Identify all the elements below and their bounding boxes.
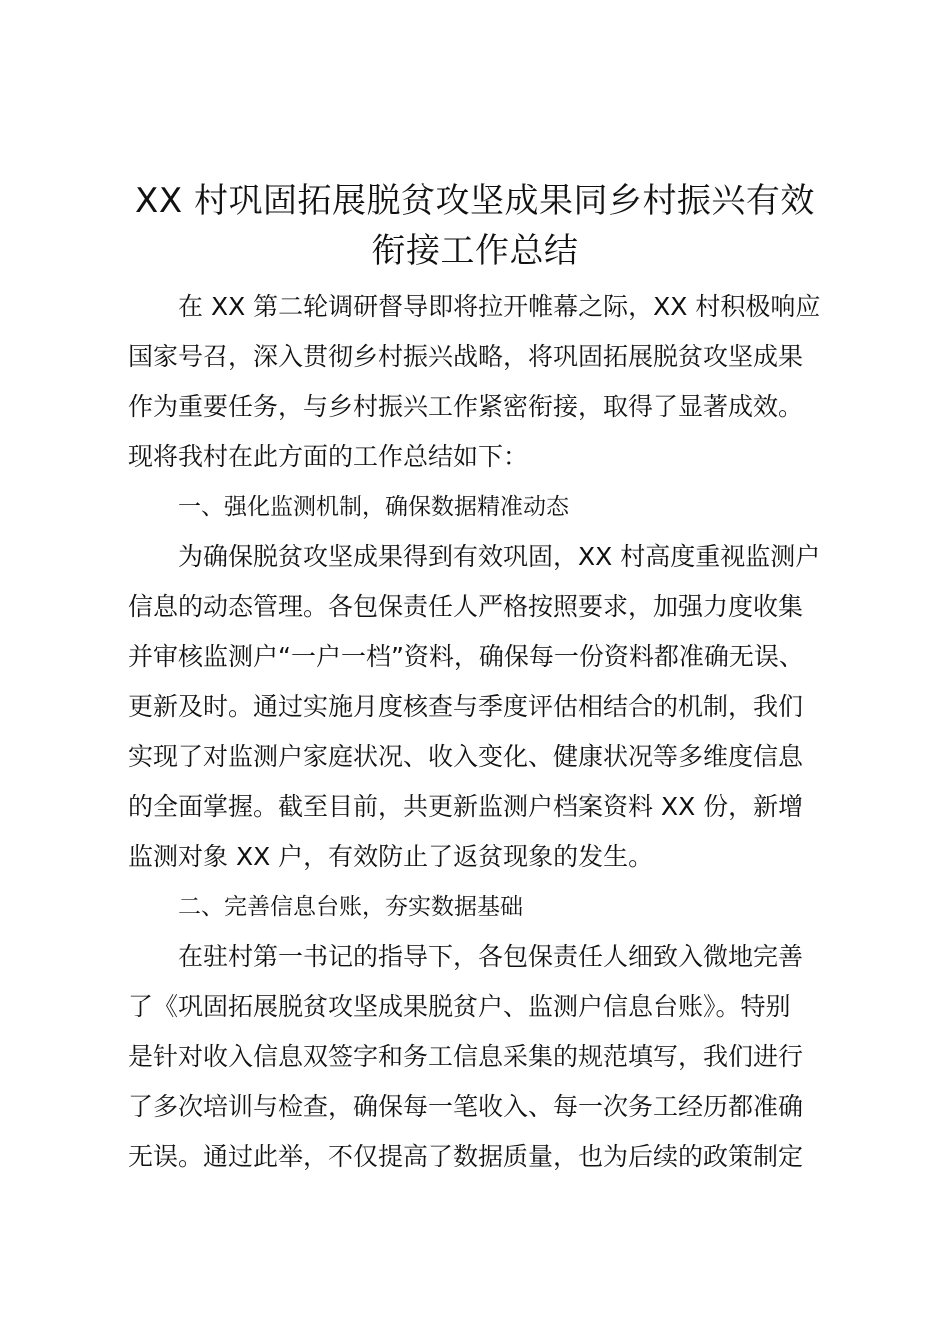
section-2-line-4: 了多次培训与检查，确保每一笔收入、每一次务工经历都准确 bbox=[128, 1092, 804, 1121]
section-1-line-7: 监测对象 XX 户，有效防止了返贫现象的发生。 bbox=[128, 842, 654, 871]
section-2-line-5: 无误。通过此举，不仅提高了数据质量，也为后续的政策制定 bbox=[128, 1142, 804, 1171]
intro-line-3: 作为重要任务，与乡村振兴工作紧密衔接，取得了显著成效。 bbox=[128, 392, 804, 421]
section-2-heading: 二、完善信息台账，夯实数据基础 bbox=[178, 894, 523, 920]
section-1-heading: 一、强化监测机制，确保数据精准动态 bbox=[178, 494, 569, 520]
intro-line-1: 在 XX 第二轮调研督导即将拉开帷幕之际，XX 村积极响应 bbox=[178, 292, 821, 321]
section-1-line-6: 的全面掌握。截至目前，共更新监测户档案资料 XX 份，新增 bbox=[128, 792, 804, 821]
title-line-2: 衔接工作总结 bbox=[371, 231, 579, 271]
section-1-line-4: 更新及时。通过实施月度核查与季度评估相结合的机制，我们 bbox=[128, 692, 804, 721]
document-body bbox=[128, 282, 838, 1182]
section-2-line-3: 是针对收入信息双签字和务工信息采集的规范填写，我们进行 bbox=[128, 1042, 804, 1071]
section-1-line-2: 信息的动态管理。各包保责任人严格按照要求，加强力度收集 bbox=[128, 592, 804, 621]
title-line-1: XX 村巩固拓展脱贫攻坚成果同乡村振兴有效 bbox=[135, 181, 815, 221]
section-2-line-2: 了《巩固拓展脱贫攻坚成果脱贫户、监测户信息台账》。特别 bbox=[128, 992, 791, 1021]
intro-line-4: 现将我村在此方面的工作总结如下： bbox=[128, 442, 529, 471]
section-1-line-1: 为确保脱贫攻坚成果得到有效巩固，XX 村高度重视监测户 bbox=[178, 542, 821, 571]
section-1-line-3: 并审核监测户“一户一档”资料，确保每一份资料都准确无误、 bbox=[128, 642, 804, 671]
intro-line-2: 国家号召，深入贯彻乡村振兴战略，将巩固拓展脱贫攻坚成果 bbox=[128, 342, 804, 371]
document-title bbox=[120, 176, 830, 276]
section-2-line-1: 在驻村第一书记的指导下，各包保责任人细致入微地完善 bbox=[178, 942, 804, 971]
section-1-line-5: 实现了对监测户家庭状况、收入变化、健康状况等多维度信息 bbox=[128, 742, 804, 771]
